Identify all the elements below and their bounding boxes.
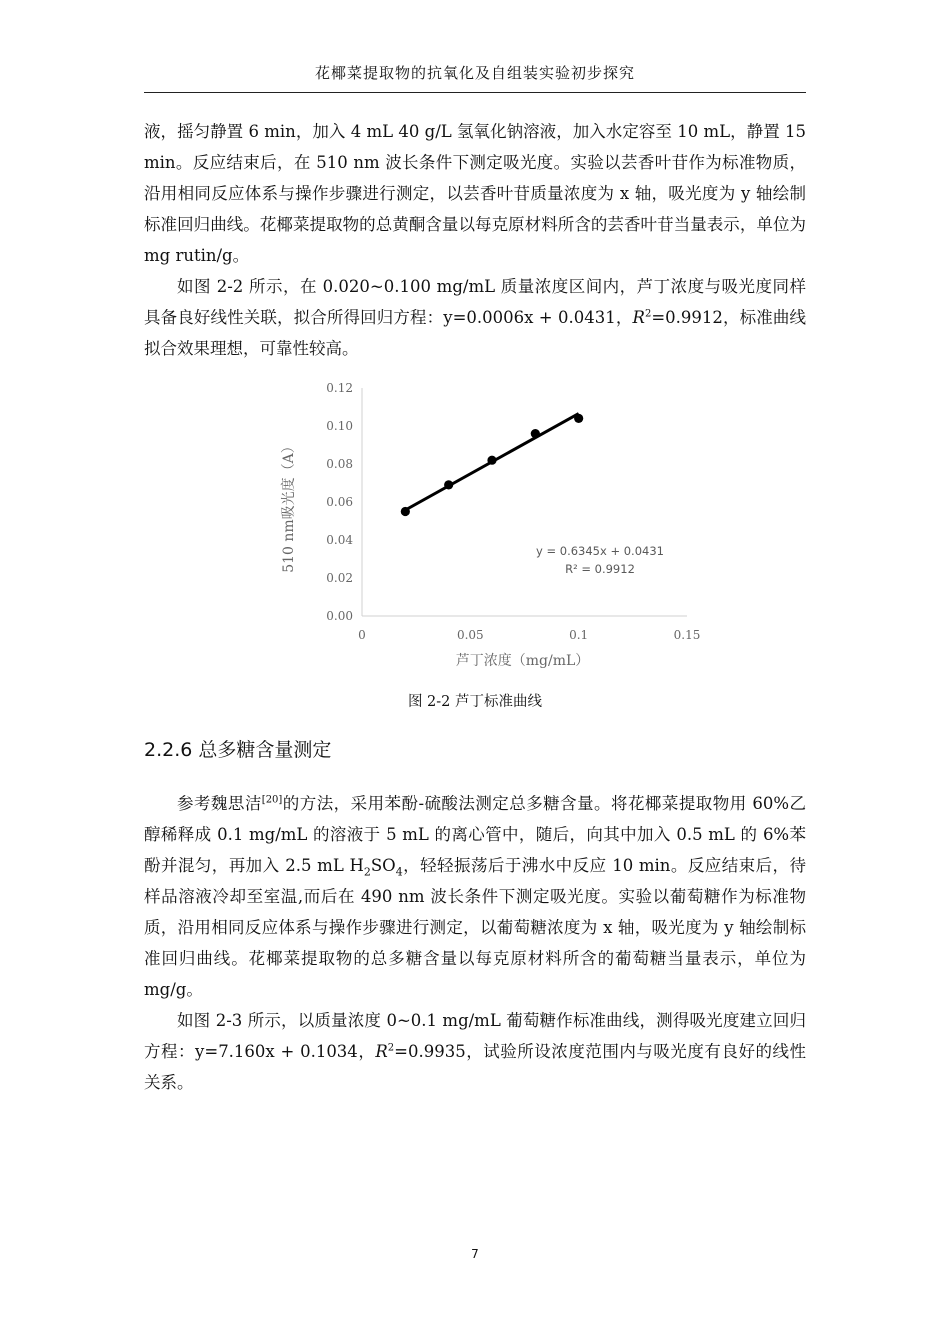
trendline-annotation: R² = 0.9912 [565,562,635,576]
data-point [444,480,453,489]
x-tick-label: 0.05 [456,628,484,642]
x-tick-label: 0.15 [673,628,701,642]
paragraph-text: 如图 2-3 所示，以质量浓度 0~0.1 mg/mL 葡萄糖作标准曲线，测得吸光度建立回归方程：y=7.160x + 0.1034， [144,1011,806,1061]
paragraph-glucose-result [144,1005,806,1098]
y-tick-label: 0.12 [326,381,353,395]
r-squared-symbol: R [632,308,645,327]
paragraph-text: SO [370,856,396,875]
header-rule [144,92,806,93]
y-tick-label: 0.00 [326,609,353,623]
data-point [401,507,410,516]
subscript: 2 [363,865,371,879]
y-axis-title: 510 nm吸光度（A） [281,439,297,573]
paragraph-polysaccharide-method [144,788,806,1005]
paragraph-text: =0.9935，试验所设浓度范围内与吸光度有良好的线性关系。 [144,1042,806,1092]
y-tick-label: 0.02 [326,571,353,585]
paragraph-text: =0.9912，标准曲线拟合效果理想，可靠性较高。 [144,308,806,358]
paragraph-text: ，轻轻振荡后于沸水中反应 10 min。反应结束后，待样品溶液冷却至室温,而后在 490 nm 波长条件下测定吸光度。实验以葡萄糖作为标准物质，沿用相同反应体系与操作步骤进行测定，以葡萄糖浓度为 x 轴，吸光度为 y 轴绘制标准回归曲线。花椰菜提取物的总多糖含量以每克原材料所含的葡萄糖当量表示，单位为 mg/g。 [144,856,806,999]
x-tick-label: 0 [358,628,366,642]
x-tick-label: 0.1 [569,628,589,642]
running-header: 花椰菜提取物的抗氧化及自组装实验初步探究 [314,64,635,82]
paragraph-text: 如图 2-2 所示，在 0.020~0.100 mg/mL 质量浓度区间内，芦丁浓度与吸光度同样具备良好线性关联，拟合所得回归方程：y=0.0006x + 0.0431， [144,277,806,327]
paragraph-flavonoid-method: 液，摇匀静置 6 min，加入 4 mL 40 g/L 氢氧化钠溶液，加入水定容至 10 mL，静置 15 min。反应结束后，在 510 nm 波长条件下测定吸光度。实验以芸香叶苷作为标准物质，沿用相同反应体系与操作步骤进行测定，以芸香叶苷质量浓度为 x 轴，吸光度为 y 轴绘制标准回归曲线。花椰菜提取物的总黄酮含量以每克原材料所含的芸香叶苷当量表示，单位为 mg rutin/g。 [144,122,806,265]
trendline-annotation: y = 0.6345x + 0.0431 [536,544,664,558]
paragraph-rutin-result [144,271,806,364]
paragraph-text: 的方法，采用苯酚-硫酸法测定总多糖含量。将花椰菜提取物用 60%乙醇稀释成 0.1 mg/mL 的溶液于 5 mL 的离心管中，随后，向其中加入 0.5 mL 的 6%苯酚并混匀，再加入 2.5 mL H [144,794,807,875]
y-tick-label: 0.10 [326,419,353,433]
chart-svg [270,375,710,675]
paragraph-text: 参考魏思洁 [177,794,262,813]
data-point [531,429,540,438]
data-point [487,456,496,465]
subscript: 4 [395,865,403,879]
y-tick-label: 0.08 [326,457,353,471]
r-squared-symbol: R [375,1042,388,1061]
y-tick-label: 0.04 [326,533,353,547]
data-point [574,414,583,423]
y-tick-label: 0.06 [326,495,353,509]
superscript: 2 [387,1042,395,1054]
x-axis-title: 芦丁浓度（mg/mL） [455,653,590,669]
page-number: 7 [471,1247,479,1261]
figure-caption: 图 2-2 芦丁标准曲线 [407,694,543,710]
rutin-standard-curve-chart [270,375,710,675]
superscript: 2 [644,308,652,320]
section-heading: 2.2.6 总多糖含量测定 [144,739,332,761]
citation-ref: [20] [261,794,283,806]
